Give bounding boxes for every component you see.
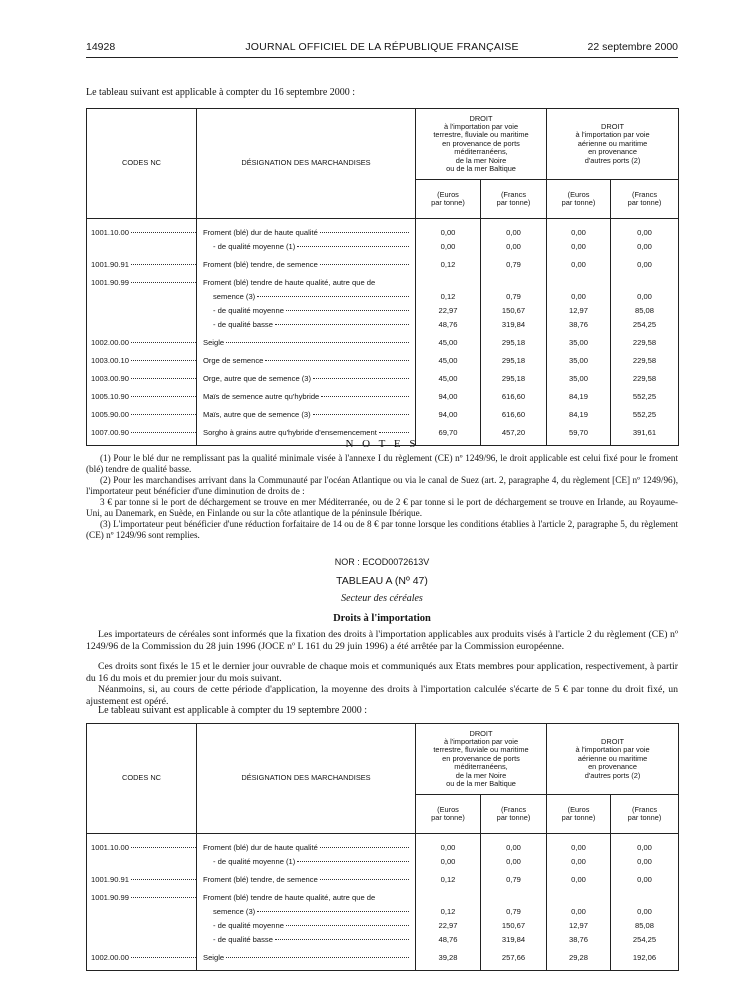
header-unit-francs: (Francs par tonne) xyxy=(481,180,547,219)
duty-value: 0,00 xyxy=(481,241,547,255)
nc-code: 1002.00.00 xyxy=(87,337,197,351)
table-row xyxy=(87,874,679,888)
nc-code: 1005.90.00 xyxy=(87,409,197,423)
tableau-title: TABLEAU A (Nº 47) xyxy=(336,575,428,587)
nc-code xyxy=(87,319,197,333)
duty-value: 0,79 xyxy=(481,874,547,888)
header-unit-francs: (Francs par tonne) xyxy=(611,795,679,834)
header-droit-mer-line: à l'importation par voie xyxy=(443,121,519,131)
nc-code: 1005.10.90 xyxy=(87,391,197,405)
duty-value: 616,60 xyxy=(481,409,547,423)
table-row xyxy=(87,319,679,333)
duty-value: 84,19 xyxy=(547,391,611,405)
duty-value: 552,25 xyxy=(611,391,679,405)
table-row xyxy=(87,952,679,966)
duty-value: 150,67 xyxy=(481,305,547,319)
duty-value: 295,18 xyxy=(481,355,547,369)
header-unit-euros: (Euros par tonne) xyxy=(416,795,481,834)
duty-value: 0,00 xyxy=(416,856,481,870)
intro-second-table: Le tableau suivant est applicable à compter du 19 septembre 2000 : xyxy=(98,705,368,716)
duty-value: 150,67 xyxy=(481,920,547,934)
table-row xyxy=(87,227,679,241)
designation-text: Froment (blé) tendre, de semence xyxy=(197,259,416,273)
designation-text: Seigle xyxy=(197,952,416,966)
duty-value: 0,00 xyxy=(611,227,679,241)
duty-value: 0,00 xyxy=(611,241,679,255)
nc-code: 1003.00.90 xyxy=(87,373,197,387)
note-2: (2) Pour les marchandises arrivant dans la Communauté par l'océan Atlantique ou via le canal de Suez (art. 2, paragraphe 4, du règlement [CE] nº 1249/96), l'importateur peut bénéficier d'une diminution de droits de : xyxy=(86,475,678,496)
duty-value: 22,97 xyxy=(416,305,481,319)
body-paragraph-2: Ces droits sont fixés le 15 et le dernier jour ouvrable de chaque mois et communiqués aux Etats membres pour application, respectivement, à partir du 16 du mois et du premier jour du mois suivant. xyxy=(86,661,678,684)
nc-code xyxy=(87,241,197,255)
designation-text: Seigle xyxy=(197,337,416,351)
duty-value: 457,20 xyxy=(481,427,547,441)
duty-value: 229,58 xyxy=(611,355,679,369)
designation-text: Maïs de semence autre qu'hybride xyxy=(197,391,416,405)
duty-value: 0,79 xyxy=(481,906,547,920)
header-codes-nc: CODES NC xyxy=(87,724,197,834)
duty-value: 257,66 xyxy=(481,952,547,966)
header-droit-mer-line: en provenance de ports xyxy=(442,138,520,148)
duty-value: 0,00 xyxy=(611,906,679,920)
duty-value: 45,00 xyxy=(416,373,481,387)
body-paragraph-3: Néanmoins, si, au cours de cette période d'application, la moyenne des droits à l'importation calculée s'écarte de 5 € par tonne du droit fixé, un ajustement est opéré. xyxy=(86,684,678,707)
header-droit-mer-line: de la mer Noire xyxy=(455,770,507,780)
duty-value: 0,00 xyxy=(611,856,679,870)
duty-value: 39,28 xyxy=(416,952,481,966)
duty-value: 0,00 xyxy=(611,842,679,856)
table-row xyxy=(87,391,679,405)
journal-title: JOURNAL OFFICIEL DE LA RÉPUBLIQUE FRANÇAISE xyxy=(245,41,519,53)
duty-value: 0,00 xyxy=(547,842,611,856)
table-row xyxy=(87,259,679,273)
designation-text: Orge de semence xyxy=(197,355,416,369)
header-droit-mer-line: à l'importation par voie xyxy=(443,736,519,746)
duty-value: 85,08 xyxy=(611,305,679,319)
header-droit-air-line: à l'importation par voie xyxy=(575,745,650,755)
nc-code xyxy=(87,934,197,948)
duty-value: 94,00 xyxy=(416,391,481,405)
header-codes-nc: CODES NC xyxy=(87,109,197,219)
nc-code: 1001.90.99 xyxy=(87,892,197,906)
header-droit-air xyxy=(547,109,679,180)
nc-code: 1001.90.91 xyxy=(87,874,197,888)
intro-first-table: Le tableau suivant est applicable à compter du 16 septembre 2000 : xyxy=(86,87,356,98)
duty-value: 295,18 xyxy=(481,373,547,387)
duty-value: 69,70 xyxy=(416,427,481,441)
nc-code xyxy=(87,291,197,305)
header-droit-air-line: en provenance xyxy=(588,147,637,157)
header-droit-mer-line: ou de la mer Baltique xyxy=(446,779,516,789)
duty-value: 0,12 xyxy=(416,874,481,888)
duty-value: 0,12 xyxy=(416,291,481,305)
header-droit-mer-line: de la mer Noire xyxy=(455,155,507,165)
import-duties-table-1 xyxy=(86,108,679,446)
duty-value: 319,84 xyxy=(481,319,547,333)
header-droit-mer xyxy=(416,724,547,795)
duty-value: 59,70 xyxy=(547,427,611,441)
table-row xyxy=(87,906,679,920)
nc-code: 1007.00.90 xyxy=(87,427,197,441)
header-droit-mer-line: terrestre, fluviale ou maritime xyxy=(433,745,529,755)
duty-value: 0,00 xyxy=(547,227,611,241)
duty-value: 552,25 xyxy=(611,409,679,423)
nc-code: 1001.90.91 xyxy=(87,259,197,273)
duty-value: 12,97 xyxy=(547,920,611,934)
import-duties-table-2 xyxy=(86,723,679,971)
note-3: (3) L'importateur peut bénéficier d'une réduction forfaitaire de 14 ou de 8 € par tonne lorsque les conditions établies à l'article 2, paragraphe 5, du règlement (CE) nº 1249/96 sont remplies. xyxy=(86,519,678,540)
duty-value: 0,00 xyxy=(481,842,547,856)
nor-reference: NOR : ECOD0072613V xyxy=(334,557,430,567)
table-row xyxy=(87,373,679,387)
header-droit-mer-line: méditerranéens, xyxy=(454,147,508,157)
duty-value: 295,18 xyxy=(481,337,547,351)
nc-code: 1002.00.00 xyxy=(87,952,197,966)
designation-text: Froment (blé) tendre de haute qualité, autre que de xyxy=(197,892,416,906)
duty-value: 45,00 xyxy=(416,355,481,369)
designation-text: Maïs, autre que de semence (3) xyxy=(197,409,416,423)
body-paragraph-1: Les importateurs de céréales sont informés que la fixation des droits à l'importation applicables aux produits visés à l'article 2 du règlement (CE) nº 1249/96 de la Commission du 28 juin 1996 (JOCE nº L 161 du 29 juin 1996) a été arrêtée par la Commission européenne. xyxy=(86,629,678,652)
header-unit-euros: (Euros par tonne) xyxy=(416,180,481,219)
header-unit-euros: (Euros par tonne) xyxy=(547,795,611,834)
table-row xyxy=(87,277,679,291)
header-droit-air-line: en provenance xyxy=(588,762,637,772)
duty-value: 0,00 xyxy=(416,227,481,241)
header-droit-air-line: à l'importation par voie xyxy=(575,130,650,140)
table-row xyxy=(87,241,679,255)
duty-value: 0,00 xyxy=(547,856,611,870)
duty-value: 94,00 xyxy=(416,409,481,423)
designation-text: - de qualité moyenne xyxy=(197,305,416,319)
duty-value: 616,60 xyxy=(481,391,547,405)
header-droit-air-line: DROIT xyxy=(601,736,625,746)
duty-value: 229,58 xyxy=(611,373,679,387)
designation-text: semence (3) xyxy=(197,291,416,305)
duty-value: 0,12 xyxy=(416,259,481,273)
header-droit-air-line: d'autres ports (2) xyxy=(584,770,641,780)
page-number: 14928 xyxy=(86,41,116,53)
duty-value: 0,79 xyxy=(481,259,547,273)
nc-code: 1001.10.00 xyxy=(87,842,197,856)
header-unit-francs: (Francs par tonne) xyxy=(611,180,679,219)
note-2-detail: 3 € par tonne si le port de déchargement se trouve en mer Méditerranée, ou de 2 € par tonne si le port de déchargement se trouve en Irlande, au Royaume-Uni, au Danemark, en Suède, en Finlande ou sur la côte atlantique de la péninsule Ibérique. xyxy=(86,497,678,518)
header-droit-mer-line: DROIT xyxy=(469,113,493,123)
header-unit-euros: (Euros par tonne) xyxy=(547,180,611,219)
nc-code: 1001.90.99 xyxy=(87,277,197,291)
header-rule xyxy=(86,57,678,58)
header-droit-air xyxy=(547,724,679,795)
duty-value: 22,97 xyxy=(416,920,481,934)
header-droit-mer-line: DROIT xyxy=(469,728,493,738)
header-droit-mer-line: méditerranéens, xyxy=(454,762,508,772)
header-designation: DÉSIGNATION DES MARCHANDISES xyxy=(197,109,416,219)
table-row xyxy=(87,856,679,870)
header-droit-mer xyxy=(416,109,547,180)
header-droit-air-line: aérienne ou maritime xyxy=(577,753,648,763)
header-droit-air-line: aérienne ou maritime xyxy=(577,138,648,148)
table-row xyxy=(87,305,679,319)
issue-date: 22 septembre 2000 xyxy=(587,41,678,53)
designation-text: - de qualité basse xyxy=(197,319,416,333)
section-title: Droits à l'importation xyxy=(333,613,431,624)
table-row xyxy=(87,337,679,351)
duty-value: 0,00 xyxy=(611,874,679,888)
header-droit-mer-line: terrestre, fluviale ou maritime xyxy=(433,130,529,140)
duty-value: 0,00 xyxy=(547,874,611,888)
designation-text: Froment (blé) tendre, de semence xyxy=(197,874,416,888)
table-row xyxy=(87,291,679,305)
nc-code xyxy=(87,906,197,920)
designation-text: Sorgho à grains autre qu'hybride d'ensemencement xyxy=(197,427,416,441)
table-row xyxy=(87,892,679,906)
duty-value: 38,76 xyxy=(547,319,611,333)
nc-code xyxy=(87,920,197,934)
duty-value: 0,00 xyxy=(481,227,547,241)
duty-value: 29,28 xyxy=(547,952,611,966)
table-row xyxy=(87,934,679,948)
note-1: (1) Pour le blé dur ne remplissant pas la qualité minimale visée à l'annexe I du règlement (CE) nº 1249/96, le droit applicable est celui fixé pour le froment (blé) tendre de qualité basse. xyxy=(86,453,678,474)
table-row xyxy=(87,842,679,856)
duty-value: 0,00 xyxy=(416,241,481,255)
duty-value: 0,79 xyxy=(481,291,547,305)
page-header xyxy=(86,41,678,55)
table-row xyxy=(87,355,679,369)
duty-value: 38,76 xyxy=(547,934,611,948)
designation-text: Froment (blé) dur de haute qualité xyxy=(197,842,416,856)
duty-value: 45,00 xyxy=(416,337,481,351)
duty-value: 0,00 xyxy=(547,291,611,305)
duty-value: 84,19 xyxy=(547,409,611,423)
duty-value: 0,00 xyxy=(547,906,611,920)
duty-value: 0,12 xyxy=(416,906,481,920)
duty-value: 35,00 xyxy=(547,355,611,369)
nc-code: 1003.00.10 xyxy=(87,355,197,369)
header-designation: DÉSIGNATION DES MARCHANDISES xyxy=(197,724,416,834)
designation-text: - de qualité moyenne (1) xyxy=(197,241,416,255)
designation-text: - de qualité moyenne xyxy=(197,920,416,934)
designation-text: semence (3) xyxy=(197,906,416,920)
duty-value: 85,08 xyxy=(611,920,679,934)
duty-value: 48,76 xyxy=(416,319,481,333)
duty-value: 254,25 xyxy=(611,934,679,948)
duty-value: 229,58 xyxy=(611,337,679,351)
nc-code xyxy=(87,305,197,319)
header-droit-air-line: d'autres ports (2) xyxy=(584,155,641,165)
duty-value: 254,25 xyxy=(611,319,679,333)
designation-text: Orge, autre que de semence (3) xyxy=(197,373,416,387)
duty-value: 0,00 xyxy=(547,259,611,273)
header-unit-francs: (Francs par tonne) xyxy=(481,795,547,834)
nc-code: 1001.10.00 xyxy=(87,227,197,241)
duty-value: 192,06 xyxy=(611,952,679,966)
table-row xyxy=(87,920,679,934)
designation-text: - de qualité moyenne (1) xyxy=(197,856,416,870)
duty-value: 48,76 xyxy=(416,934,481,948)
duty-value: 0,00 xyxy=(416,842,481,856)
duty-value: 0,00 xyxy=(481,856,547,870)
header-droit-air-line: DROIT xyxy=(601,121,625,131)
duty-value: 0,00 xyxy=(611,259,679,273)
table-row xyxy=(87,409,679,423)
duty-value: 319,84 xyxy=(481,934,547,948)
duty-value: 35,00 xyxy=(547,337,611,351)
sector-title: Secteur des céréales xyxy=(341,593,423,604)
duty-value: 0,00 xyxy=(611,291,679,305)
header-droit-mer-line: ou de la mer Baltique xyxy=(446,164,516,174)
duty-value: 12,97 xyxy=(547,305,611,319)
duty-value: 35,00 xyxy=(547,373,611,387)
designation-text: Froment (blé) dur de haute qualité xyxy=(197,227,416,241)
notes-title: N O T E S xyxy=(345,438,419,450)
designation-text: Froment (blé) tendre de haute qualité, autre que de xyxy=(197,277,416,291)
duty-value: 0,00 xyxy=(547,241,611,255)
designation-text: - de qualité basse xyxy=(197,934,416,948)
header-droit-mer-line: en provenance de ports xyxy=(442,753,520,763)
duty-value: 391,61 xyxy=(611,427,679,441)
nc-code xyxy=(87,856,197,870)
